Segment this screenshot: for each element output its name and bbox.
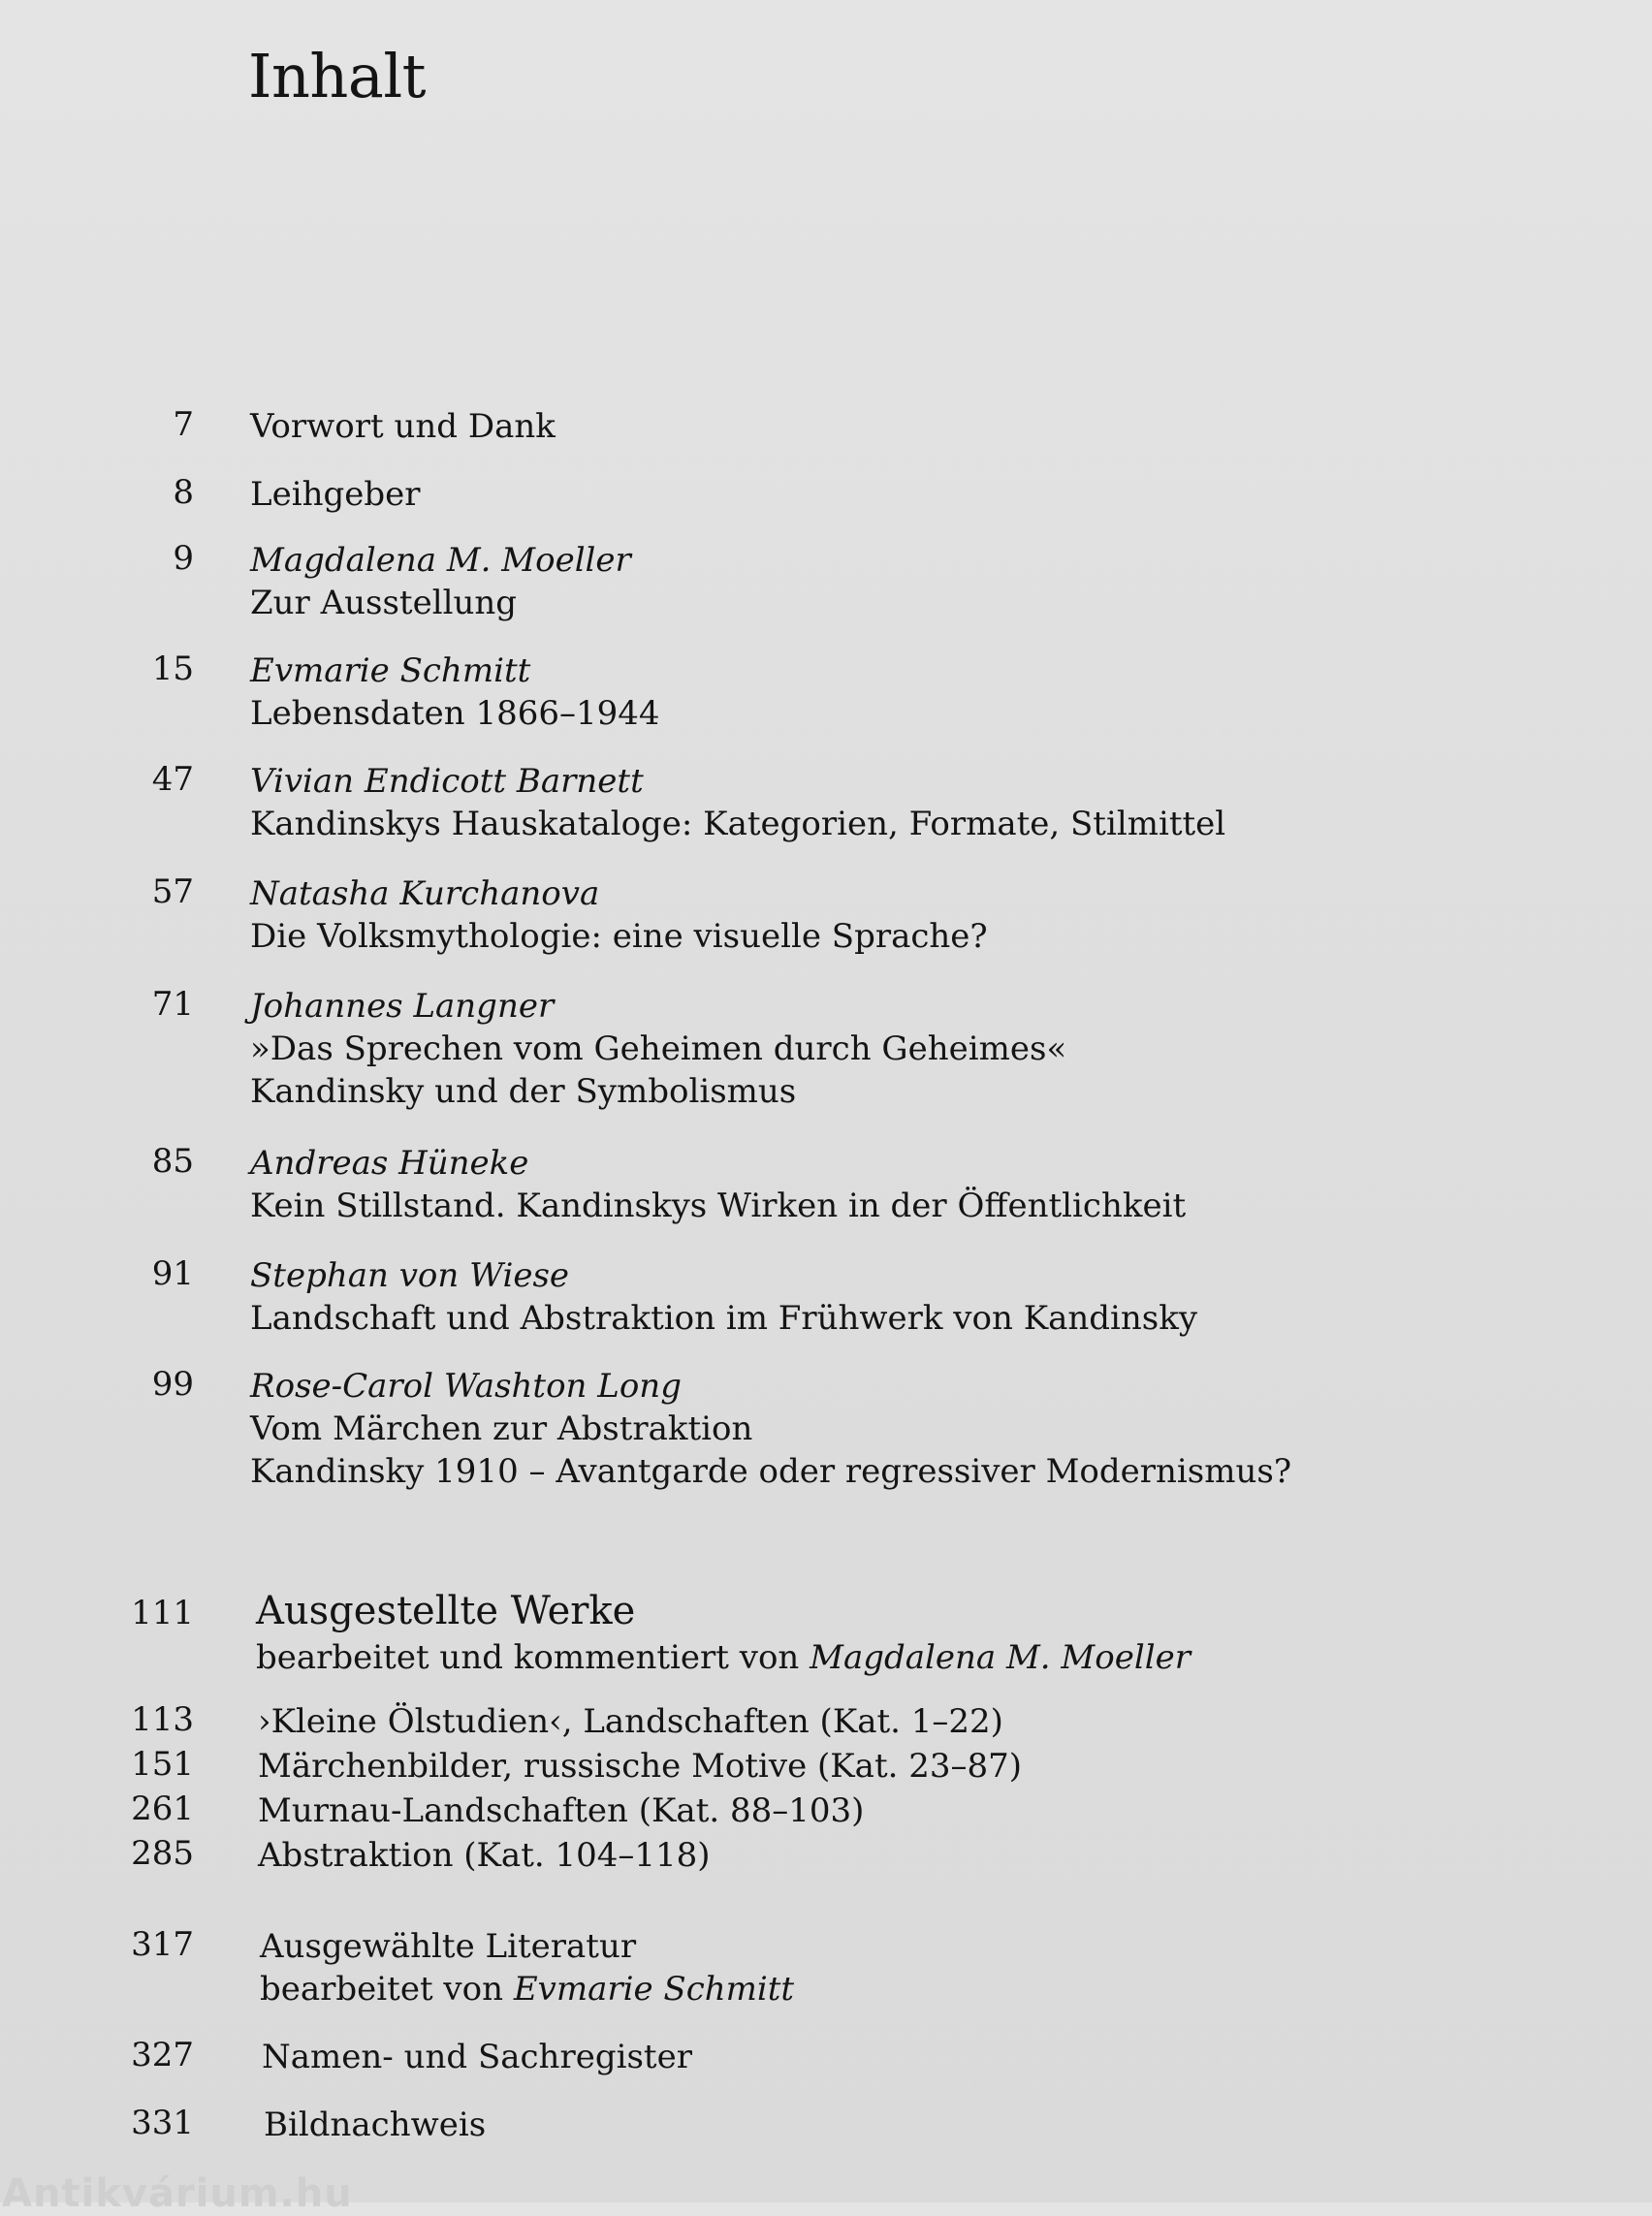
entry-title: Namen- und Sachregister: [262, 2038, 692, 2076]
entry-title: »Das Sprechen vom Geheimen durch Geheimes«: [250, 1029, 1067, 1068]
entry-subtitle: Kandinsky 1910 – Avantgarde oder regressiver Modernismus?: [250, 1452, 1292, 1491]
entry-author: Vivian Endicott Barnett: [250, 762, 644, 801]
list-item: [0, 1700, 1652, 1745]
item-title: Abstraktion (Kat. 104–118): [258, 1836, 711, 1875]
item-title: Murnau-Landschaften (Kat. 88–103): [258, 1791, 865, 1830]
page-number: 151: [131, 1745, 194, 1784]
entry-author: Andreas Hüneke: [250, 1144, 529, 1183]
section-title: Ausgestellte Werke: [256, 1589, 636, 1633]
section-author: Magdalena M. Moeller: [810, 1638, 1191, 1677]
page-number: 99: [151, 1365, 194, 1404]
entry-author: Johannes Langner: [250, 987, 555, 1026]
page-title: Inhalt: [248, 41, 427, 111]
entry-title: Lebensdaten 1866–1944: [250, 694, 660, 733]
entry-subtitle: bearbeitet von Evmarie Schmitt: [260, 1970, 795, 2009]
page-number: 15: [151, 649, 194, 688]
entry-author: Magdalena M. Moeller: [250, 541, 631, 580]
list-item: [0, 1834, 1652, 1879]
list-item: [0, 1789, 1652, 1834]
entry-subtitle: Kandinsky und der Symbolismus: [250, 1072, 797, 1111]
entry-author: Natasha Kurchanova: [250, 874, 600, 913]
page-number: 71: [151, 985, 194, 1024]
page-number: 113: [131, 1700, 194, 1739]
entry-author: Evmarie Schmitt: [250, 651, 531, 690]
item-title: Märchenbilder, russische Motive (Kat. 23–87): [258, 1747, 1023, 1786]
entry-title: Ausgewählte Literatur: [260, 1927, 637, 1966]
page-number: 57: [151, 872, 194, 911]
page-number: 327: [131, 2036, 194, 2074]
entry-title: Vorwort und Dank: [250, 407, 556, 446]
page-number: 9: [173, 539, 194, 578]
page-number: 85: [151, 1142, 194, 1181]
page-number: 111: [131, 1594, 194, 1632]
entry-title: Vom Märchen zur Abstraktion: [250, 1409, 753, 1448]
page-number: 261: [131, 1789, 194, 1828]
list-item: [0, 1745, 1652, 1789]
page-number: 285: [131, 1834, 194, 1873]
page-number: 91: [151, 1254, 194, 1293]
entry-title: Leihgeber: [250, 475, 421, 514]
page-number: 7: [173, 405, 194, 444]
page-number: 317: [131, 1925, 194, 1964]
watermark: Antikvárium.hu: [2, 2171, 353, 2216]
section-subtitle: bearbeitet und kommentiert von Magdalena M. Moeller: [256, 1638, 1191, 1677]
entry-title: Landschaft und Abstraktion im Frühwerk von Kandinsky: [250, 1299, 1198, 1338]
entry-title: Kandinskys Hauskataloge: Kategorien, Formate, Stilmittel: [250, 805, 1226, 843]
entry-author: Rose-Carol Washton Long: [250, 1367, 682, 1406]
page-number: 8: [173, 473, 194, 512]
entry-title: Kein Stillstand. Kandinskys Wirken in der Öffentlichkeit: [250, 1187, 1187, 1225]
page-number: 47: [151, 760, 194, 799]
entry-author: Evmarie Schmitt: [513, 1970, 795, 2009]
entry-title: Zur Ausstellung: [250, 584, 518, 622]
page-number: 331: [131, 2104, 194, 2142]
item-title: ›Kleine Ölstudien‹, Landschaften (Kat. 1–22): [258, 1702, 1003, 1741]
entry-author: Stephan von Wiese: [250, 1256, 570, 1295]
entry-title: Die Volksmythologie: eine visuelle Sprache?: [250, 917, 988, 956]
entry-title: Bildnachweis: [264, 2105, 487, 2144]
